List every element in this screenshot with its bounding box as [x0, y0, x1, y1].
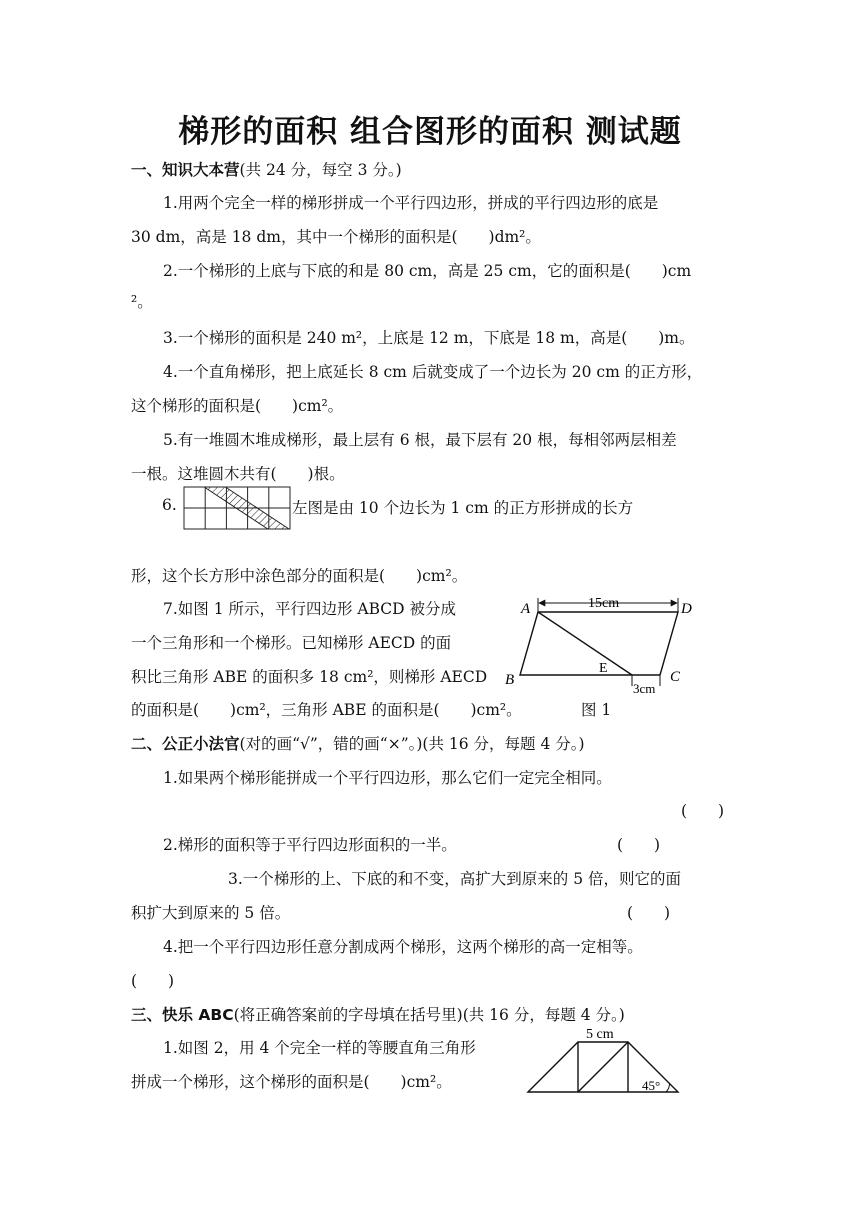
- section-3-heading: [131, 1003, 625, 1025]
- figure-1-parallelogram: [500, 590, 710, 700]
- q2-1-answer-parens[interactable]: ( ): [681, 802, 725, 820]
- q1-5-line-2: 一根。这堆圆木共有( )根。: [131, 465, 345, 483]
- q1-6-line-1: 左图是由 10 个边长为 1 cm 的正方形拼成的长方: [292, 499, 634, 517]
- label-3cm: 3cm: [633, 681, 656, 696]
- q1-7-line-2: 一个三角形和一个梯形。已知梯形 AECD 的面: [131, 634, 452, 652]
- page-title: 梯形的面积 组合图形的面积 测试题: [178, 114, 682, 150]
- q2-3-answer-parens[interactable]: ( ): [627, 904, 671, 922]
- q2-1: 1.如果两个梯形能拼成一个平行四边形，那么它们一定完全相同。: [163, 769, 612, 787]
- vertex-c: C: [670, 669, 681, 685]
- q2-4-answer-parens[interactable]: ( ): [131, 972, 175, 990]
- section-1-heading: [131, 158, 402, 180]
- section-2-heading: [131, 732, 585, 754]
- q1-7-line-3: 积比三角形 ABE 的面积多 18 cm²，则梯形 AECD: [131, 668, 488, 686]
- label-15cm: 15cm: [588, 596, 620, 611]
- q1-6-line-2: 形，这个长方形中涂色部分的面积是( )cm²。: [131, 567, 468, 585]
- section-2-title: 二、公正小法官: [131, 735, 240, 753]
- q1-3: 3.一个梯形的面积是 240 m²，上底是 12 m，下底是 18 m，高是( )m。: [163, 329, 695, 347]
- grid-figure: [183, 486, 291, 530]
- section-1-note: (共 24 分，每空 3 分。): [239, 161, 402, 179]
- q3-1-line-2: 拼成一个梯形，这个梯形的面积是( )cm²。: [131, 1073, 452, 1091]
- vertex-b: B: [505, 672, 515, 688]
- q1-7-line-4: 的面积是( )cm²，三角形 ABE 的面积是( )cm²。: [131, 701, 522, 719]
- figure-1-caption: 图 1: [581, 701, 612, 719]
- q2-3-line-1: 3.一个梯形的上、下底的和不变，高扩大到原来的 5 倍，则它的面: [228, 870, 682, 888]
- q2-2-answer-parens[interactable]: ( ): [617, 836, 661, 854]
- section-1-title: 一、知识大本营: [131, 161, 240, 179]
- q3-1-line-1: 1.如图 2，用 4 个完全一样的等腰直角三角形: [163, 1039, 476, 1057]
- q1-2-line-2: ²。: [131, 293, 153, 311]
- q1-4-line-1: 4.一个直角梯形，把上底延长 8 cm 后就变成了一个边长为 20 cm 的正方形，: [163, 363, 703, 381]
- q1-5-line-1: 5.有一堆圆木堆成梯形，最上层有 6 根，最下层有 20 根，每相邻两层相差: [163, 431, 677, 449]
- figure-2-trapezoid: [524, 1024, 684, 1096]
- q1-7-line-1: 7.如图 1 所示，平行四边形 ABCD 被分成: [163, 600, 457, 618]
- section-2-note: (对的画“√”，错的画“×”。)(共 16 分，每题 4 分。): [239, 735, 585, 753]
- vertex-a: A: [521, 601, 531, 617]
- point-e: E: [599, 661, 608, 676]
- q2-2: 2.梯形的面积等于平行四边形面积的一半。: [163, 836, 457, 854]
- section-3-title: 三、快乐 ABC: [131, 1006, 234, 1024]
- q1-6-number: 6.: [162, 496, 177, 514]
- q1-2-line-1: 2.一个梯形的上底与下底的和是 80 cm，高是 25 cm，它的面积是( )cm: [163, 262, 692, 280]
- label-45-degrees: 45°: [642, 1078, 661, 1093]
- label-5cm: 5 cm: [586, 1027, 614, 1042]
- q2-4: 4.把一个平行四边形任意分割成两个梯形，这两个梯形的高一定相等。: [163, 938, 643, 956]
- q1-1-line-1: 1.用两个完全一样的梯形拼成一个平行四边形，拼成的平行四边形的底是: [163, 194, 659, 212]
- section-3-note: (将正确答案前的字母填在括号里)(共 16 分，每题 4 分。): [233, 1006, 625, 1024]
- q2-3-line-2: 积扩大到原来的 5 倍。: [131, 904, 291, 922]
- q1-1-line-2: 30 dm，高是 18 dm，其中一个梯形的面积是( )dm²。: [131, 228, 541, 246]
- vertex-d: D: [681, 601, 692, 617]
- q1-4-line-2: 这个梯形的面积是( )cm²。: [131, 397, 344, 415]
